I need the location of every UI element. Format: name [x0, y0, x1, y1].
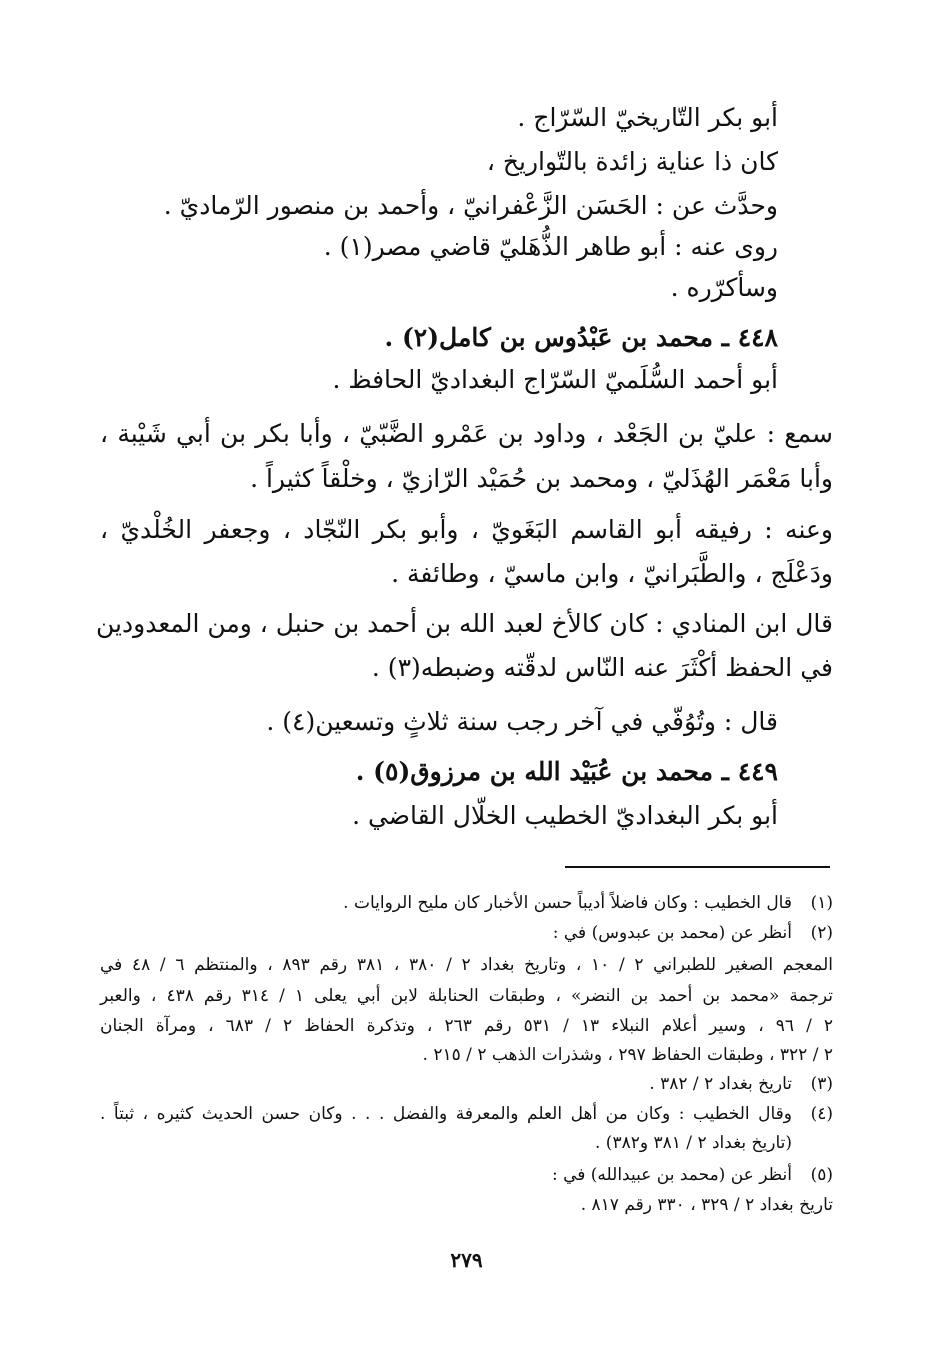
footnote-3-line-1: تاريخ بغداد ٢ / ٣٨٢ .: [649, 1074, 792, 1094]
entry-title-449: ٤٤٩ ـ محمد بن عُبَيْد الله بن مرزوق(٥) .: [355, 757, 778, 786]
main-line-2: كان ذا عناية زائدة بالتّواريخ ،: [486, 147, 778, 176]
main-line-13: في الحفظ أكْثَرَ عنه النّاس لدقّته وضبطه(٣) .: [371, 653, 833, 682]
footnote-3-number: (٣): [810, 1074, 833, 1094]
footnote-1-line-1: قال الخطيب : وكان فاضلاً أديباً حسن الأخبار كان مليح الروايات .: [343, 893, 792, 913]
main-line-3: وحدَّث عن : الحَسَن الزَّعْفرانيّ ، وأحمد بن منصور الرّماديّ .: [163, 191, 778, 220]
main-line-8: سمع : عليّ بن الجَعْد ، وداود بن عَمْرو الضَّبّيّ ، وأبا بكر بن أبي شَيْبة ،: [100, 419, 833, 448]
footnote-2-line-5: ٢ / ٣٢٢ ، وطبقات الحفاظ ٢٩٧ ، وشذرات الذهب ٢ / ٢١٥ .: [422, 1045, 833, 1065]
main-line-12: قال ابن المنادي : كان كالأخ لعبد الله بن أحمد بن حنبل ، ومن المعدودين: [96, 609, 833, 638]
entry-title-448: ٤٤٨ ـ محمد بن عَبْدُوس بن كامل(٢) .: [384, 323, 778, 352]
footnote-divider: [565, 866, 830, 868]
main-line-4: روى عنه : أبو طاهر الذُّهَليّ قاضي مصر(١) .: [323, 232, 778, 261]
main-line-10: وعنه : رفيقه أبو القاسم البَغَويّ ، وأبو بكر النّجّاد ، وجعفر الخُلْديّ ،: [100, 515, 833, 544]
footnote-2-number: (٢): [810, 923, 833, 943]
main-line-1: أبو بكر التّاريخيّ السّرّاج .: [517, 103, 778, 132]
main-line-5: وسأكرّره .: [670, 273, 778, 302]
main-line-7: أبو أحمد السُّلَميّ السّرّاج البغداديّ الحافظ .: [332, 365, 778, 394]
main-line-9: وأبا مَعْمَر الهُذَليّ ، ومحمد بن حُمَيْد الرّازيّ ، وخلْقاً كثيراً .: [250, 464, 833, 493]
footnote-4-line-2: (تاريخ بغداد ٢ / ٣٨١ و٣٨٢) .: [595, 1133, 792, 1153]
footnote-2-line-3: ترجمة «محمد بن أحمد بن النضر» ، وطبقات الحنابلة لابن أبي يعلى ١ / ٣١٤ رقم ٤٣٨ ، والعبر: [100, 986, 833, 1006]
footnote-5-number: (٥): [810, 1165, 833, 1185]
footnote-2-line-2: المعجم الصغير للطبراني ٢ / ١٠ ، وتاريخ بغداد ٢ / ٣٨٠ ، ٣٨١ رقم ٨٩٣ ، والمنتظم ٦ / ٤٨ في: [100, 955, 833, 975]
footnote-1-number: (١): [810, 893, 833, 913]
main-line-16: أبو بكر البغداديّ الخطيب الخلّال القاضي .: [352, 801, 778, 830]
main-line-14: قال : وتُوُفّي في آخر رجب سنة ثلاثٍ وتسعين(٤) .: [266, 707, 778, 736]
footnote-2-line-4: ٢ / ٩٦ ، وسير أعلام النبلاء ١٣ / ٥٣١ رقم ٢٦٣ ، وتذكرة الحفاظ ٢ / ٦٨٣ ، ومرآة الجنان: [100, 1016, 834, 1036]
footnote-5-line-1: أنظر عن (محمد بن عبيدالله) في :: [551, 1165, 792, 1185]
main-line-11: ودَعْلَج ، والطَّبَرانيّ ، وابن ماسيّ ، وطائفة .: [391, 559, 833, 588]
footnote-2-line-1: أنظر عن (محمد بن عبدوس) في :: [552, 923, 792, 943]
footnote-4-line-1: وقال الخطيب : وكان من أهل العلم والمعرفة والفضل . . . وكان حسن الحديث كثيره ، ثبتاً .: [100, 1104, 792, 1124]
page-number: ٢٧٩: [450, 1248, 483, 1272]
footnote-4-number: (٤): [810, 1104, 833, 1124]
footnote-5-line-2: تاريخ بغداد ٢ / ٣٢٩ ، ٣٣٠ رقم ٨١٧ .: [580, 1195, 833, 1215]
